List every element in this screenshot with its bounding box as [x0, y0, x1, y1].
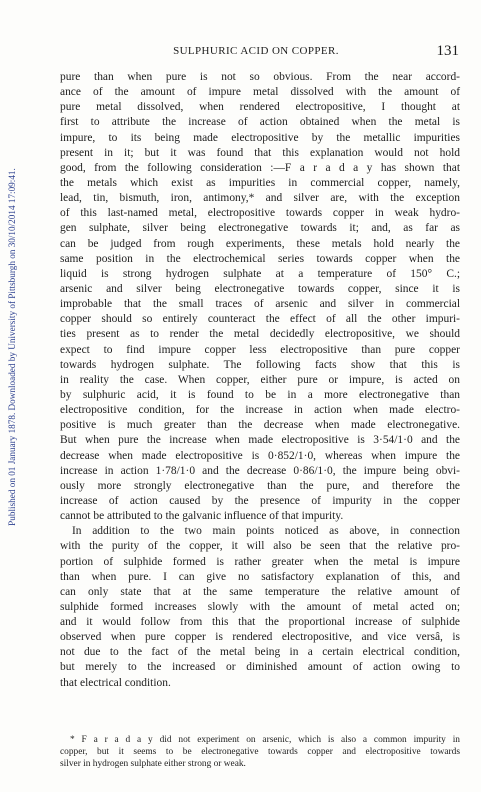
text-line: arsenic and silver being electronegative towards copper, since it is [60, 282, 460, 295]
text-line: good, from the following consideration :—F a r a d a y has shown that [60, 161, 460, 174]
footnote-line: silver in hydrogen sulphate either strong or weak. [60, 759, 246, 770]
text-line: the metals which exist as impurities in commercial copper, namely, [60, 176, 460, 189]
text-line: ties present as to render the metal decidedly electropositive, we should [60, 328, 460, 341]
text-line: But when pure the increase when made electropositive is 3·54/1·0 and the [60, 434, 460, 447]
text-line: with the purity of the copper, it will also be seen that the relative pro- [60, 540, 460, 553]
text-line: increase in action 1·78/1·0 and the decrease 0·86/1·0, the impure being obvi- [60, 464, 460, 477]
footnote-line: copper, but it seems to be electronegative towards copper and electropositive towards [60, 747, 460, 758]
text-line: not due to the fact of the metal being in a certain electrical condition, [60, 646, 460, 659]
text-line: towards hydrogen sulphate. The following facts show that this is [60, 358, 460, 371]
text-line: copper should so entirely counteract the effect of all the other impuri- [60, 313, 460, 326]
text-line: but merely to the increased or diminished amount of action owing to [60, 661, 460, 674]
text-line: gen sulphate, silver being electronegative towards it; and, as far as [60, 222, 460, 235]
text-line: decrease when made electropositive is 0·852/1·0, whereas when impure the [60, 449, 460, 462]
text-line: can be judged from rough experiments, these metals hold nearly the [60, 237, 460, 250]
text-line: electropositive condition, for the increase in action when made electro- [60, 404, 460, 417]
text-line: lead, tin, bismuth, iron, antimony,* and silver are, with the exception [60, 192, 460, 205]
text-line: and it would follow from this that the proportional increase of sulphide [60, 616, 460, 629]
running-title: SULPHURIC ACID ON COPPER. [173, 45, 339, 57]
text-line: present in it; but it was found that this explanation would not hold [60, 146, 460, 159]
text-line: that electrical condition. [60, 676, 171, 689]
text-line: portion of sulphide formed is rather greater when the metal is impure [60, 555, 460, 568]
text-line: same position in the electrochemical series towards copper when the [60, 252, 460, 265]
body-text [60, 70, 460, 691]
side-provenance-note: Published on 01 January 1878. Downloaded by University of Pittsburgh on 30/10/2014 17:09:41. [7, 168, 17, 526]
text-line: positive is much greater than the decrease when made electronegative. [60, 419, 460, 432]
text-line: impure, to its being made electropositive by the metallic impurities [60, 131, 460, 144]
text-line: improbable that the small traces of arsenic and silver in commercial [60, 298, 460, 311]
text-line: ously more strongly electronegative than the pure, and therefore the [60, 479, 460, 492]
page-number: 131 [436, 43, 459, 59]
text-line: In addition to the two main points noticed as above, in connection [72, 525, 460, 538]
text-line: pure than when pure is not so obvious. From the near accord- [60, 71, 460, 83]
text-line: by sulphuric acid, it is found to be in a more electronegative than [60, 388, 460, 401]
footnote [60, 734, 460, 771]
text-line: can only state that at the same temperature the relative amount of [60, 585, 460, 598]
text-line: than when pure. I can give no satisfactory explanation of this, and [60, 570, 460, 583]
text-line: ance of the amount of impure metal dissolved with the amount of [60, 86, 460, 99]
text-line: liquid is strong hydrogen sulphate at a temperature of 150° C.; [60, 267, 460, 280]
text-line: sulphide formed increases slowly with the amount of metal acted on; [60, 600, 460, 613]
text-line: observed when pure copper is rendered electropositive, and vice versâ, is [60, 631, 460, 644]
text-line: pure metal dissolved, when rendered electropositive, I thought at [60, 101, 460, 114]
text-line: increase of action caused by the presence of impurity in the copper [60, 494, 460, 507]
footnote-line: * F a r a d a y did not experiment on arsenic, which is also a common impurity in [70, 735, 460, 745]
text-line: cannot be attributed to the galvanic influence of that impurity. [60, 510, 344, 523]
text-line: first to attribute the increase of action obtained when the metal is [60, 116, 460, 129]
text-line: in reality the case. When copper, either pure or impure, is acted on [60, 373, 460, 386]
text-line: of this last-named metal, electropositive towards copper in weak hydro- [60, 207, 460, 220]
text-line: expect to find impure copper less electropositive than pure copper [60, 343, 460, 356]
running-header [126, 43, 459, 61]
